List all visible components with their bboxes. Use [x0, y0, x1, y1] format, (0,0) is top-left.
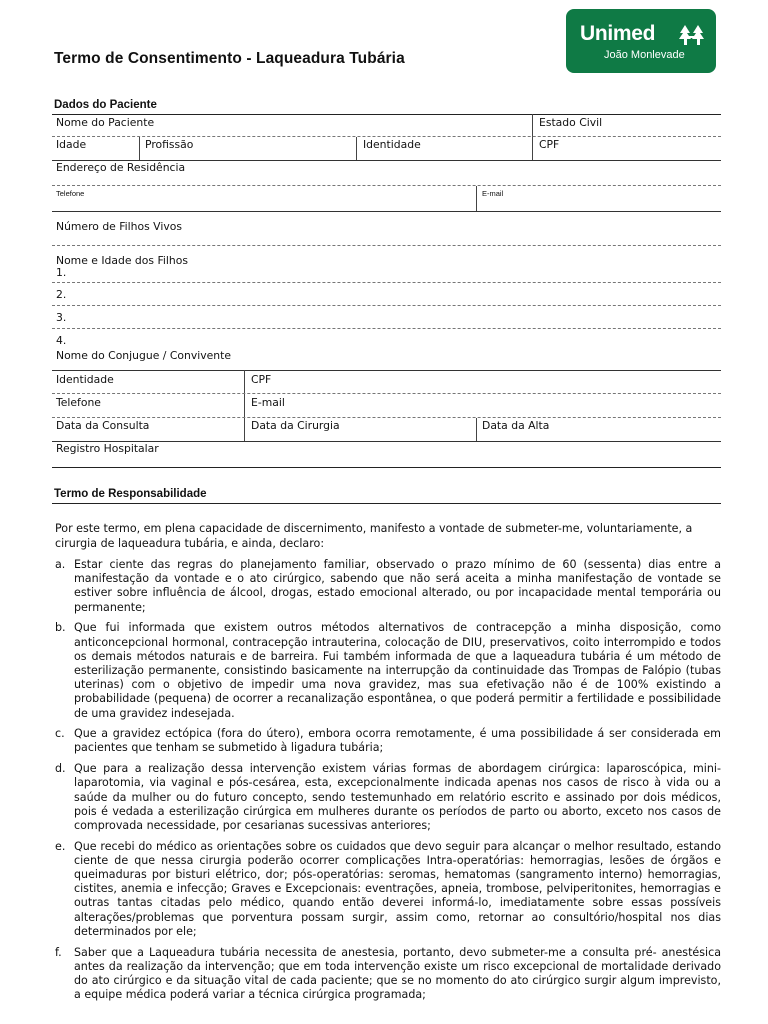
- age-label: Idade: [56, 138, 87, 151]
- document-title: Termo de Consentimento - Laqueadura Tubária: [54, 50, 405, 67]
- email-label: E-mail: [482, 189, 504, 198]
- row-divider: [52, 305, 721, 306]
- row-divider: [52, 282, 721, 283]
- address-label: Endereço de Residência: [56, 161, 186, 174]
- row-divider: [52, 185, 721, 186]
- col-divider: [244, 370, 245, 441]
- item-marker: c.: [55, 727, 65, 741]
- spouse-cpf-label: CPF: [251, 373, 272, 386]
- item-marker: e.: [55, 839, 66, 853]
- surgery-date-label: Data da Cirurgia: [251, 419, 340, 432]
- declaration-item: [55, 840, 721, 939]
- child-3-label: 3.: [56, 311, 67, 324]
- declaration-list: [55, 558, 721, 1009]
- item-text: Que a gravidez ectópica (fora do útero), embora ocorra remotamente, é uma possibilidade á ser considerada em pacientes que tenham se submetido à ligadura tubária;: [74, 727, 721, 755]
- children-names-label: Nome e Idade dos Filhos: [56, 254, 188, 267]
- phone-label: Telefone: [56, 189, 85, 198]
- item-text: Estar ciente das regras do planejamento familiar, observado o prazo mínimo de 60 (sessenta) dias entre a manifestação da vontade e o ato cirúrgico, sabendo que não será aceita a minha manifestação de vontade se estiver sobre influência de álcool, drogas, estado emocional alterado, ou por incapacidade mental temporária ou permanente;: [74, 558, 721, 614]
- declaration-item: [55, 558, 721, 615]
- item-marker: b.: [55, 621, 66, 635]
- unimed-tree-icon: [679, 24, 705, 46]
- cpf-label: CPF: [539, 138, 560, 151]
- row-divider: [52, 136, 721, 137]
- responsibility-section-heading: Termo de Responsabilidade: [54, 488, 207, 500]
- spouse-email-label: E-mail: [251, 396, 285, 409]
- row-divider: [52, 245, 721, 246]
- spouse-phone-label: Telefone: [56, 396, 101, 409]
- discharge-date-label: Data da Alta: [482, 419, 550, 432]
- patient-name-label: Nome do Paciente: [56, 116, 155, 129]
- col-divider: [476, 186, 477, 211]
- logo-city-text: João Monlevade: [604, 49, 685, 61]
- responsibility-intro: Por este termo, em plena capacidade de discernimento, manifesto a vontade de submeter-me, voluntariamente, a cirurgia de laqueadura tubária, e ainda, declaro:: [55, 522, 693, 551]
- section-bottom-rule: [52, 467, 721, 468]
- spouse-identity-label: Identidade: [56, 373, 114, 386]
- child-2-label: 2.: [56, 288, 67, 301]
- unimed-logo: [566, 9, 716, 73]
- declaration-item: [55, 727, 721, 755]
- profession-label: Profissão: [145, 138, 194, 151]
- consult-date-label: Data da Consulta: [56, 419, 150, 432]
- col-divider: [532, 114, 533, 160]
- item-text: Que recebi do médico as orientações sobre os cuidados que devo seguir para alcançar o melhor resultado, estando ciente de que nessa cirurgia poderão ocorrer complicações Intra-operatórias: hemorragias, lesões de órgãos e queimaduras por bisturi elétrico, dor; pós-operatórias: seromas, hematomas (sangramento interno) hemorragias, cistites, anemia e infecção; Graves e Excepcionais: eventrações, apneia, trombose, pelviperitonites, hemorragias e outras tantas citadas pelo médico, quando então deverei informá-lo, imediatamente sobre essas possíveis alterações/problemas que porventura possam surgir, assim como, retornar ao consultório/hospital nos dias determinados por ele;: [74, 839, 721, 938]
- identity-label: Identidade: [363, 138, 421, 151]
- item-marker: f.: [55, 945, 62, 959]
- row-divider: [52, 211, 721, 212]
- col-divider: [356, 137, 357, 160]
- row-divider: [52, 417, 721, 418]
- responsibility-rule: [52, 503, 721, 504]
- item-marker: d.: [55, 762, 66, 776]
- item-text: Saber que a Laqueadura tubária necessita de anestesia, portanto, devo submeter-me a consulta pré- anestésica antes da realização da intervenção; que em toda intervenção existe um risco excepcional de mortalidade derivado do ato cirúrgico e da situação vital de cada paciente; que se no momento do ato cirúrgico surgir algum imprevisto, a equipe médica poderá variar a técnica cirúrgica programada;: [74, 945, 721, 1002]
- col-divider: [139, 137, 140, 160]
- children-count-label: Número de Filhos Vivos: [56, 220, 182, 233]
- row-divider: [52, 393, 721, 394]
- item-text: Que fui informada que existem outros métodos alternativos de contracepção a minha disposição, como anticoncepcional hormonal, contracepção intrauterina, colocação de DIU, preservativos, coito interrompido e todos os demais métodos naturais e de barreira. Fui também informada de que a laqueadura tubária é um método de esterilização permanente, consistindo basicamente na interrupção da continuidade das Trompas de Falópio (tubas uterinas) com o objetivo de impedir uma nova gravidez, mas sua efetivação não é de 100% existindo a probabilidade (pequena) de ocorrer a recanalização espontânea, o que poderá permitir a fertilidade e possibilidade de uma gravidez indesejada.: [74, 621, 721, 720]
- row-divider: [52, 328, 721, 329]
- patient-section-heading: Dados do Paciente: [54, 99, 157, 111]
- spouse-name-label: Nome do Conjugue / Convivente: [56, 349, 231, 362]
- declaration-item: [55, 621, 721, 720]
- declaration-item: [55, 762, 721, 833]
- hospital-record-label: Registro Hospitalar: [56, 442, 159, 455]
- item-text: Que para a realização dessa intervenção existem várias formas de abordagem cirúrgica: laparoscópica, mini-laparotomia, via vaginal e pós-cesárea, esta, excepcionalmente indicada apenas nos casos de risco à vida ou a saúde da mulher ou do futuro concepto, sendo testemunhado em relatório escrito e assinado por dois médicos, pois é vedada a esterilização cirúrgica em mulheres durante os períodos de parto ou aborto, exceto nos casos de comprovada necessidade, por cesarianas sucessivas anteriores;: [74, 762, 721, 832]
- child-1-label: 1.: [56, 266, 67, 279]
- logo-brand-text: Unimed: [580, 22, 656, 45]
- section-top-rule: [52, 114, 721, 115]
- civil-status-label: Estado Civil: [539, 116, 603, 129]
- child-4-label: 4.: [56, 334, 67, 347]
- row-divider: [52, 370, 721, 371]
- col-divider: [476, 418, 477, 441]
- item-marker: a.: [55, 558, 66, 571]
- declaration-item: [55, 946, 721, 1003]
